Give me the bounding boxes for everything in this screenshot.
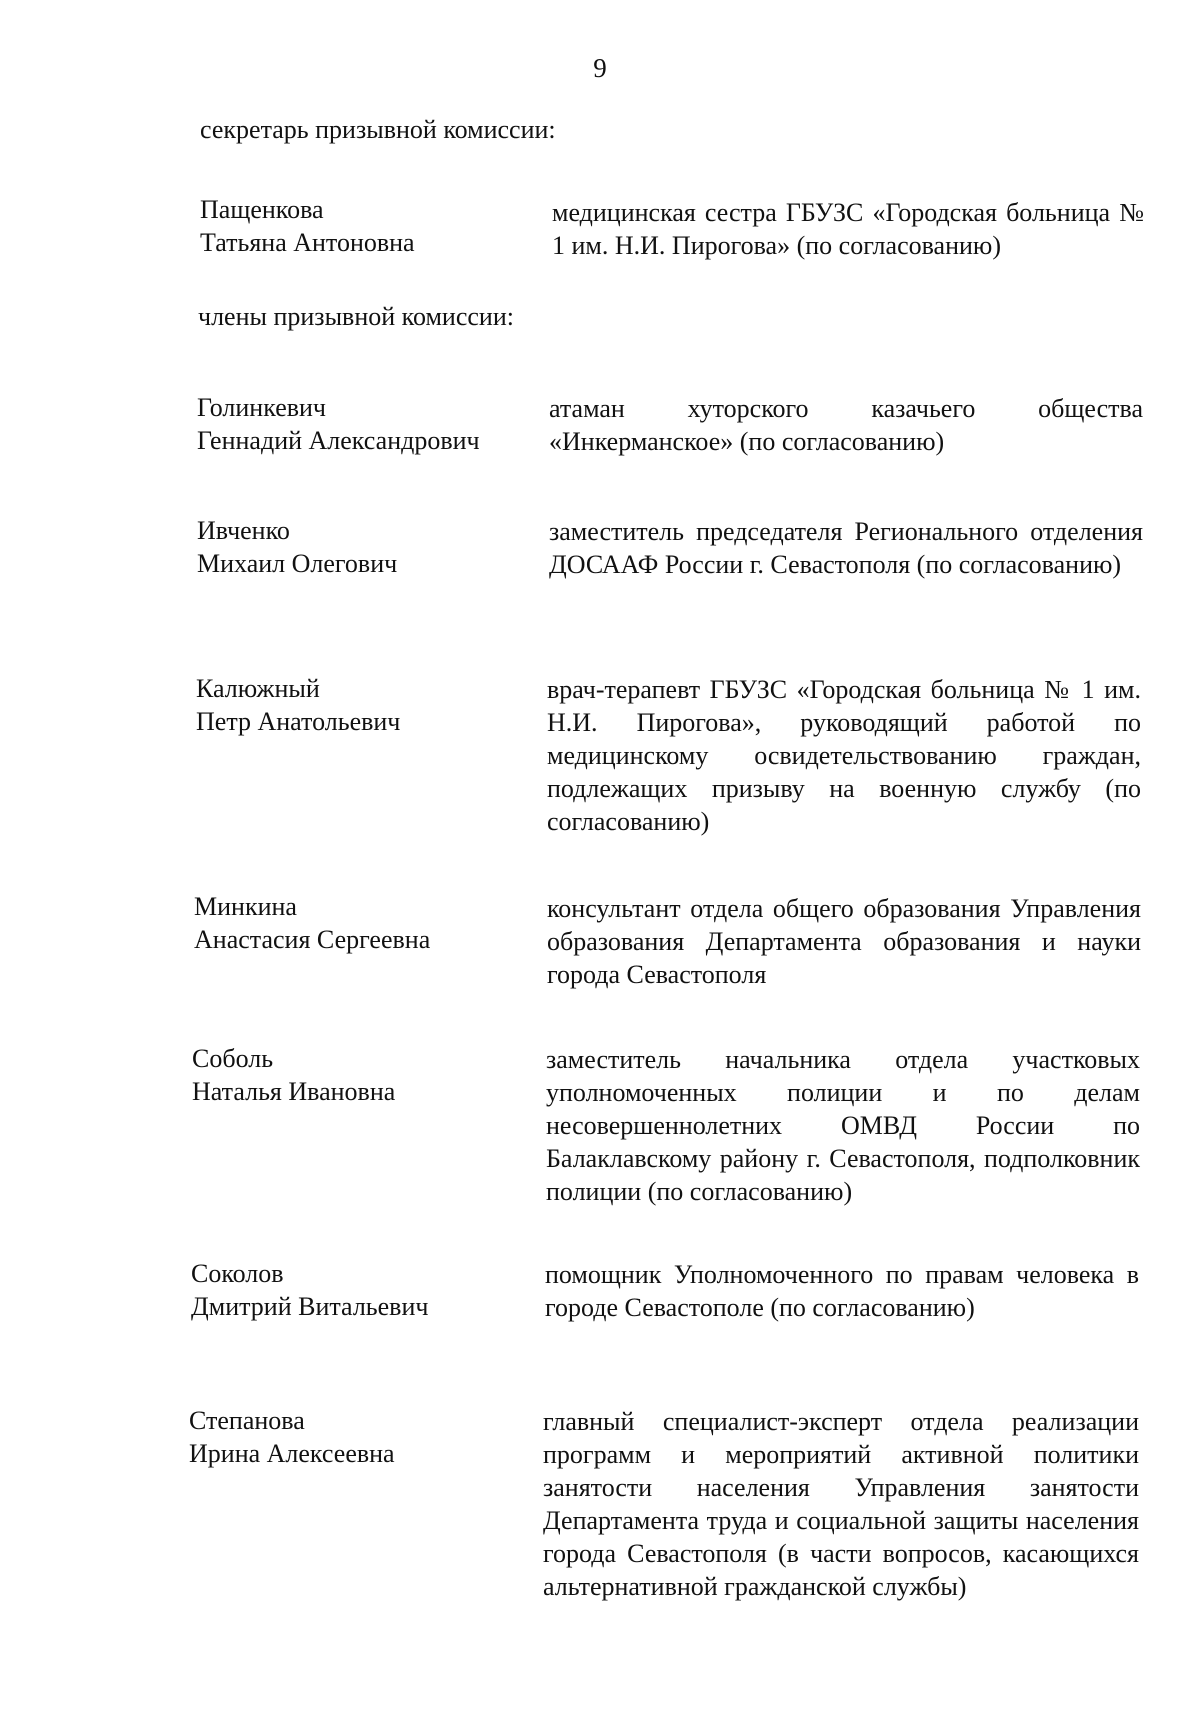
member-surname: Калюжный bbox=[196, 674, 320, 703]
member-given-names: Дмитрий Витальевич bbox=[191, 1292, 429, 1321]
member-surname: Соколов bbox=[191, 1259, 284, 1288]
member-role: помощник Уполномоченного по правам человека в городе Севастополе (по согласованию) bbox=[545, 1260, 1139, 1322]
member-surname: Соболь bbox=[192, 1044, 274, 1073]
member-role: врач-терапевт ГБУЗС «Городская больница № 1 им. Н.И. Пирогова», руководящий работой по медицинскому освидетельствованию граждан, подлежащих призыву на военную службу (по согласованию) bbox=[547, 675, 1141, 836]
member-role: атаман хуторского казачьего общества «Инкерманское» (по согласованию) bbox=[549, 394, 1143, 456]
member-name bbox=[196, 672, 516, 738]
member-role: заместитель председателя Регионального отделения ДОСААФ России г. Севастополя (по согласованию) bbox=[549, 517, 1143, 579]
member-name bbox=[194, 890, 514, 956]
member-surname: Минкина bbox=[194, 892, 297, 921]
page-number: 9 bbox=[593, 53, 607, 83]
secretary-role: медицинская сестра ГБУЗС «Городская больница № 1 им. Н.И. Пирогова» (по согласованию) bbox=[552, 198, 1144, 260]
member-name bbox=[197, 391, 517, 457]
member-role: консультант отдела общего образования Управления образования Департамента образования и науки города Севастополя bbox=[547, 894, 1141, 989]
member-given-names: Геннадий Александрович bbox=[197, 426, 480, 455]
member-surname: Голинкевич bbox=[197, 393, 326, 422]
member-role: заместитель начальника отдела участковых уполномоченных полиции и по делам несовершеннолетних ОМВД России по Балаклавскому району г. Севастополя, подполковник полиции (по согласованию) bbox=[546, 1045, 1140, 1206]
secretary-surname: Пащенкова bbox=[200, 195, 324, 224]
secretary-name bbox=[200, 193, 520, 259]
member-name bbox=[189, 1404, 509, 1470]
member-given-names: Анастасия Сергеевна bbox=[194, 925, 431, 954]
member-role: главный специалист-эксперт отдела реализации программ и мероприятий активной политики занятости населения Управления занятости Департамента труда и социальной защиты населения города Севастополя (в части вопросов, касающихся альтернативной гражданской службы) bbox=[543, 1407, 1139, 1601]
members-heading: члены призывной комиссии: bbox=[198, 302, 514, 331]
member-surname: Степанова bbox=[189, 1406, 305, 1435]
member-given-names: Петр Анатольевич bbox=[196, 707, 401, 736]
member-name bbox=[197, 514, 517, 580]
member-name bbox=[191, 1257, 511, 1323]
secretary-heading: секретарь призывной комиссии: bbox=[200, 115, 556, 144]
member-surname: Ивченко bbox=[197, 516, 290, 545]
member-given-names: Ирина Алексеевна bbox=[189, 1439, 395, 1468]
member-name bbox=[192, 1042, 512, 1108]
member-given-names: Наталья Ивановна bbox=[192, 1077, 396, 1106]
secretary-given-names: Татьяна Антоновна bbox=[200, 228, 415, 257]
member-given-names: Михаил Олегович bbox=[197, 549, 398, 578]
